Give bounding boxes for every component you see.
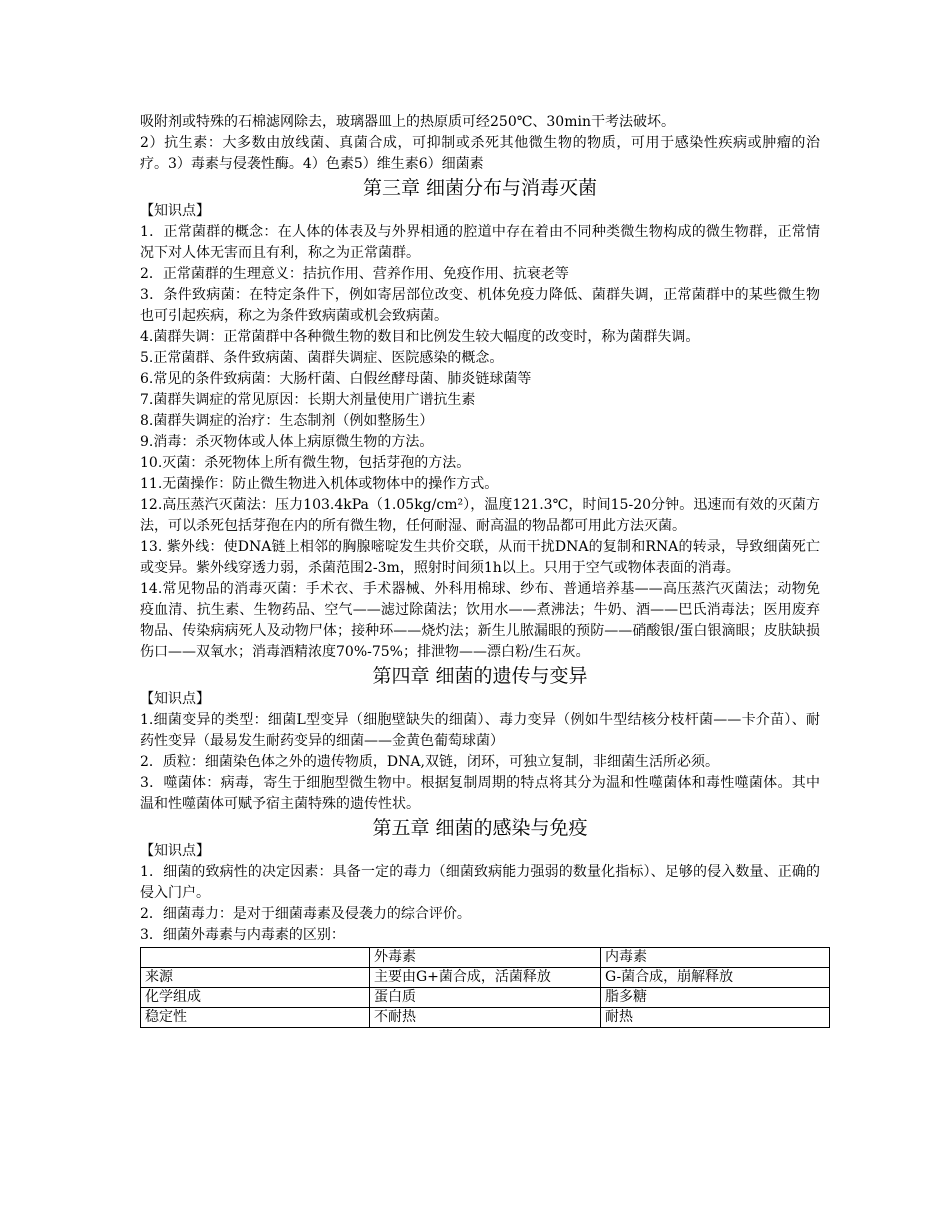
ch3-item: 12.高压蒸汽灭菌法：压力103.4kPa（1.05kg/cm²），温度121.3℃，时间15-20分钟。迅速而有效的灭菌方法，可以杀死包括芽孢在内的所有微生物，任何耐湿、耐高温的物品都可用此方法灭菌。 (140, 497, 820, 534)
table-row (141, 1008, 830, 1028)
document-page (140, 112, 820, 1028)
table-cell: 来源 (141, 968, 370, 988)
ch5-item: 3．细菌外毒素与内毒素的区别： (140, 927, 345, 943)
table-cell: 内毒素 (601, 948, 830, 968)
ch4-item: 3．噬菌体：病毒，寄生于细胞型微生物中。根据复制周期的特点将其分为温和性噬菌体和毒性噬菌体。其中温和性噬菌体可赋予宿主菌特殊的遗传性状。 (140, 775, 820, 812)
table-row (141, 988, 830, 1008)
table-cell: 不耐热 (370, 1008, 601, 1028)
table-row (141, 968, 830, 988)
table-cell: 化学组成 (141, 988, 370, 1008)
chapter-4-title: 第四章 细菌的遗传与变异 (372, 665, 588, 687)
table-cell: 外毒素 (370, 948, 601, 968)
knowledge-point-label: 【知识点】 (140, 843, 210, 859)
ch3-item: 13. 紫外线：使DNA链上相邻的胸腺嘧啶发生共价交联，从而干扰DNA的复制和RNA的转录，导致细菌死亡或变异。紫外线穿透力弱，杀菌范围2-3m，照射时间须1h以上。只用于空气或物体表面的消毒。 (140, 539, 820, 576)
ch3-item: 5.正常菌群、条件致病菌、菌群失调症、医院感染的概念。 (140, 350, 504, 366)
chapter-5-title: 第五章 细菌的感染与免疫 (372, 817, 588, 839)
chapter-3-title: 第三章 细菌分布与消毒灭菌 (362, 177, 598, 199)
table-cell: 蛋白质 (370, 988, 601, 1008)
ch3-item: 8.菌群失调症的治疗：生态制剂（例如整肠生） (140, 413, 434, 429)
table-cell: 稳定性 (141, 1008, 370, 1028)
ch3-item: 2．正常菌群的生理意义：拮抗作用、营养作用、免疫作用、抗衰老等 (140, 266, 569, 282)
table-cell: 主要由G+菌合成，活菌释放 (370, 968, 601, 988)
intro-paragraph: 吸附剂或特殊的石棉滤网除去，玻璃器皿上的热原质可经250℃、30min干考法破坏。 (140, 114, 675, 130)
table-header-row (141, 948, 830, 968)
intro-paragraph: 2）抗生素：大多数由放线菌、真菌合成，可抑制或杀死其他微生物的物质，可用于感染性疾病或肿瘤的治疗。3）毒素与侵袭性酶。4）色素5）维生素6）细菌素 (140, 135, 820, 172)
table-cell: G-菌合成，崩解释放 (601, 968, 830, 988)
ch4-item: 1.细菌变异的类型：细菌L型变异（细胞壁缺失的细菌）、毒力变异（例如牛型结核分枝杆菌——卡介苗）、耐药性变异（最易发生耐药变异的细菌——金黄色葡萄球菌） (140, 712, 820, 749)
ch3-item: 14.常见物品的消毒灭菌：手术衣、手术器械、外科用棉球、纱布、普通培养基——高压蒸汽灭菌法；动物免疫血清、抗生素、生物药品、空气——滤过除菌法；饮用水——煮沸法；牛奶、酒——巴氏消毒法；医用废弃物品、传染病病死人及动物尸体；接种环——烧灼法；新生儿脓漏眼的预防——硝酸银/蛋白银滴眼；皮肤缺损伤口——双氧水；消毒酒精浓度70%-75%；排泄物——漂白粉/生石灰。 (140, 581, 820, 660)
ch3-item: 11.无菌操作：防止微生物进入机体或物体中的操作方式。 (140, 476, 499, 492)
ch3-item: 4.菌群失调：正常菌群中各种微生物的数目和比例发生较大幅度的改变时，称为菌群失调。 (140, 329, 700, 345)
ch5-item: 1．细菌的致病性的决定因素：具备一定的毒力（细菌致病能力强弱的数量化指标）、足够的侵入数量、正确的侵入门户。 (140, 864, 820, 901)
ch3-item: 1．正常菌群的概念：在人体的体表及与外界相通的腔道中存在着由不同种类微生物构成的微生物群，正常情况下对人体无害而且有利，称之为正常菌群。 (140, 224, 820, 261)
ch3-item: 6.常见的条件致病菌：大肠杆菌、白假丝酵母菌、肺炎链球菌等 (140, 371, 532, 387)
table-cell: 脂多糖 (601, 988, 830, 1008)
table-cell (141, 948, 370, 968)
toxin-comparison-table (140, 947, 830, 1028)
knowledge-point-label: 【知识点】 (140, 691, 210, 707)
ch3-item: 9.消毒：杀灭物体或人体上病原微生物的方法。 (140, 434, 434, 450)
ch3-item: 7.菌群失调症的常见原因：长期大剂量使用广谱抗生素 (140, 392, 476, 408)
table-cell: 耐热 (601, 1008, 830, 1028)
ch4-item: 2．质粒：细菌染色体之外的遗传物质，DNA,双链，闭环，可独立复制，非细菌生活所必须。 (140, 754, 719, 770)
ch3-item: 3．条件致病菌：在特定条件下，例如寄居部位改变、机体免疫力降低、菌群失调，正常菌群中的某些微生物也可引起疾病，称之为条件致病菌或机会致病菌。 (140, 287, 820, 324)
knowledge-point-label: 【知识点】 (140, 203, 210, 219)
ch5-item: 2．细菌毒力：是对于细菌毒素及侵袭力的综合评价。 (140, 906, 471, 922)
ch3-item: 10.灭菌：杀死物体上所有微生物，包括芽孢的方法。 (140, 455, 471, 471)
